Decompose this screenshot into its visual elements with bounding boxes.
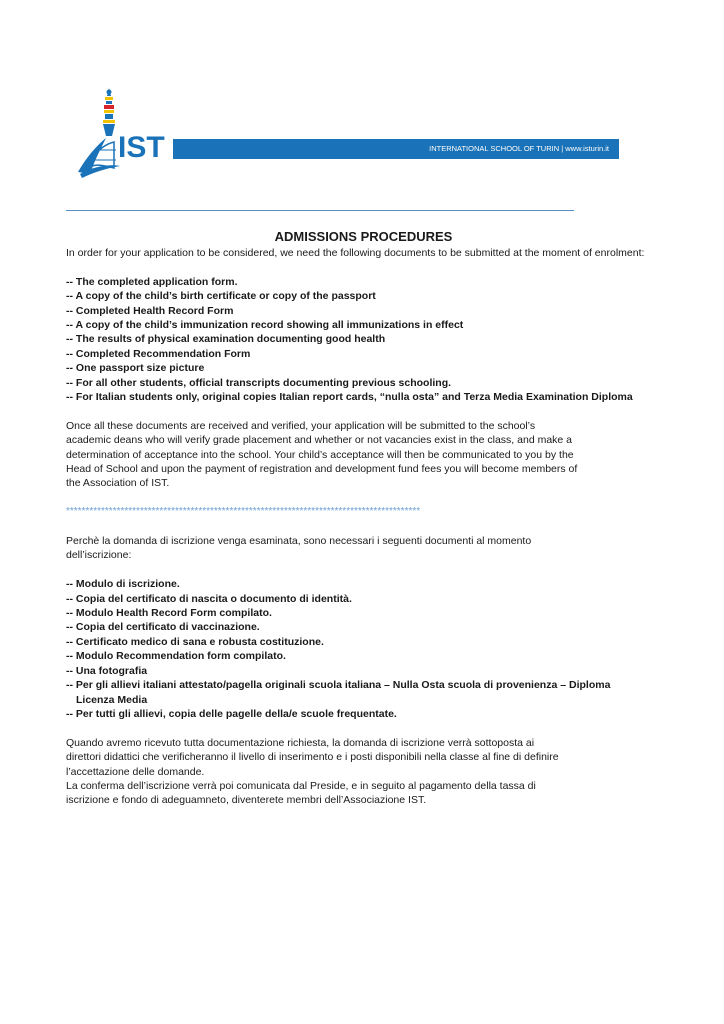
english-intro: In order for your application to be considered, we need the following documents to be submitted at the moment of enrolment: (66, 247, 645, 259)
list-item: -- Modulo Health Record Form compilato. (66, 607, 272, 620)
list-item: -- A copy of the child’s birth certificate or copy of the passport (66, 290, 376, 303)
list-item: -- A copy of the child’s immunization record showing all immunizations in effect (66, 319, 464, 332)
list-item: -- Per tutti gli allievi, copia delle pagelle della/e scuole frequentate. (66, 707, 397, 720)
list-item: -- Modulo Recommendation form compilato. (66, 650, 286, 663)
logo-text: IST (118, 131, 165, 164)
italian-requirements-list (66, 577, 651, 721)
list-item: -- Modulo di iscrizione. (66, 578, 180, 591)
list-item: -- The results of physical examination documenting good health (66, 333, 386, 346)
list-item: -- Copia del certificato di nascita o documento di identità. (66, 592, 352, 605)
section-separator: ******************************************************************************************* (66, 506, 421, 518)
document-body (66, 229, 651, 808)
page-title: ADMISSIONS PROCEDURES (274, 229, 453, 244)
list-item: -- Una fotografia (66, 664, 148, 677)
list-item: -- Copia del certificato di vaccinazione. (66, 621, 260, 634)
english-requirements-list (66, 275, 651, 405)
list-item: -- For Italian students only, original copies Italian report cards, “nulla osta” and Terza Media Examination Diploma (66, 391, 633, 404)
italian-intro: Perchè la domanda di iscrizione venga esaminata, sono necessari i seguenti documenti al momento dell’iscrizione: (66, 535, 532, 562)
header-banner (173, 139, 619, 159)
list-item: -- Completed Recommendation Form (66, 347, 251, 360)
list-item: -- The completed application form. (66, 275, 238, 288)
list-item: -- Completed Health Record Form (66, 304, 234, 317)
italian-closing: Quando avremo ricevuto tutta documentazione richiesta, la domanda di iscrizione verrà sottoposta ai direttori didattici che verificheranno il livello di inserimento e i posti disponibili nella classe al fine di definire l’accettazione delle domande. (66, 736, 559, 778)
list-item: -- For all other students, official transcripts documenting previous schooling. (66, 376, 452, 389)
list-item: -- One passport size picture (66, 362, 205, 375)
list-item: -- Per gli allievi italiani attestato/pagella originali scuola italiana – Nulla Osta scuola di provenienza – Diploma Licenza Media (66, 679, 611, 706)
header-divider (66, 210, 574, 211)
banner-text: INTERNATIONAL SCHOOL OF TURIN | www.isturin.it (429, 144, 609, 153)
italian-closing-confirmation: La conferma dell’iscrizione verrà poi comunicata dal Preside, e in seguito al pagamento della tassa di iscrizione e fondo di adeguamneto, diventerete membri dell’Associazione IST. (66, 779, 536, 807)
list-item: -- Certificato medico di sana e robusta costituzione. (66, 635, 324, 648)
english-closing: Once all these documents are received and verified, your application will be submitted to the school’s academic deans who will verify grade placement and whether or not vacancies exist in the class, and make a determination of acceptance into the school. Your child’s acceptance will then be communicated to you by the Head of School and upon the payment of registration and development fund fees you will become members of the Association of IST. (66, 419, 578, 490)
